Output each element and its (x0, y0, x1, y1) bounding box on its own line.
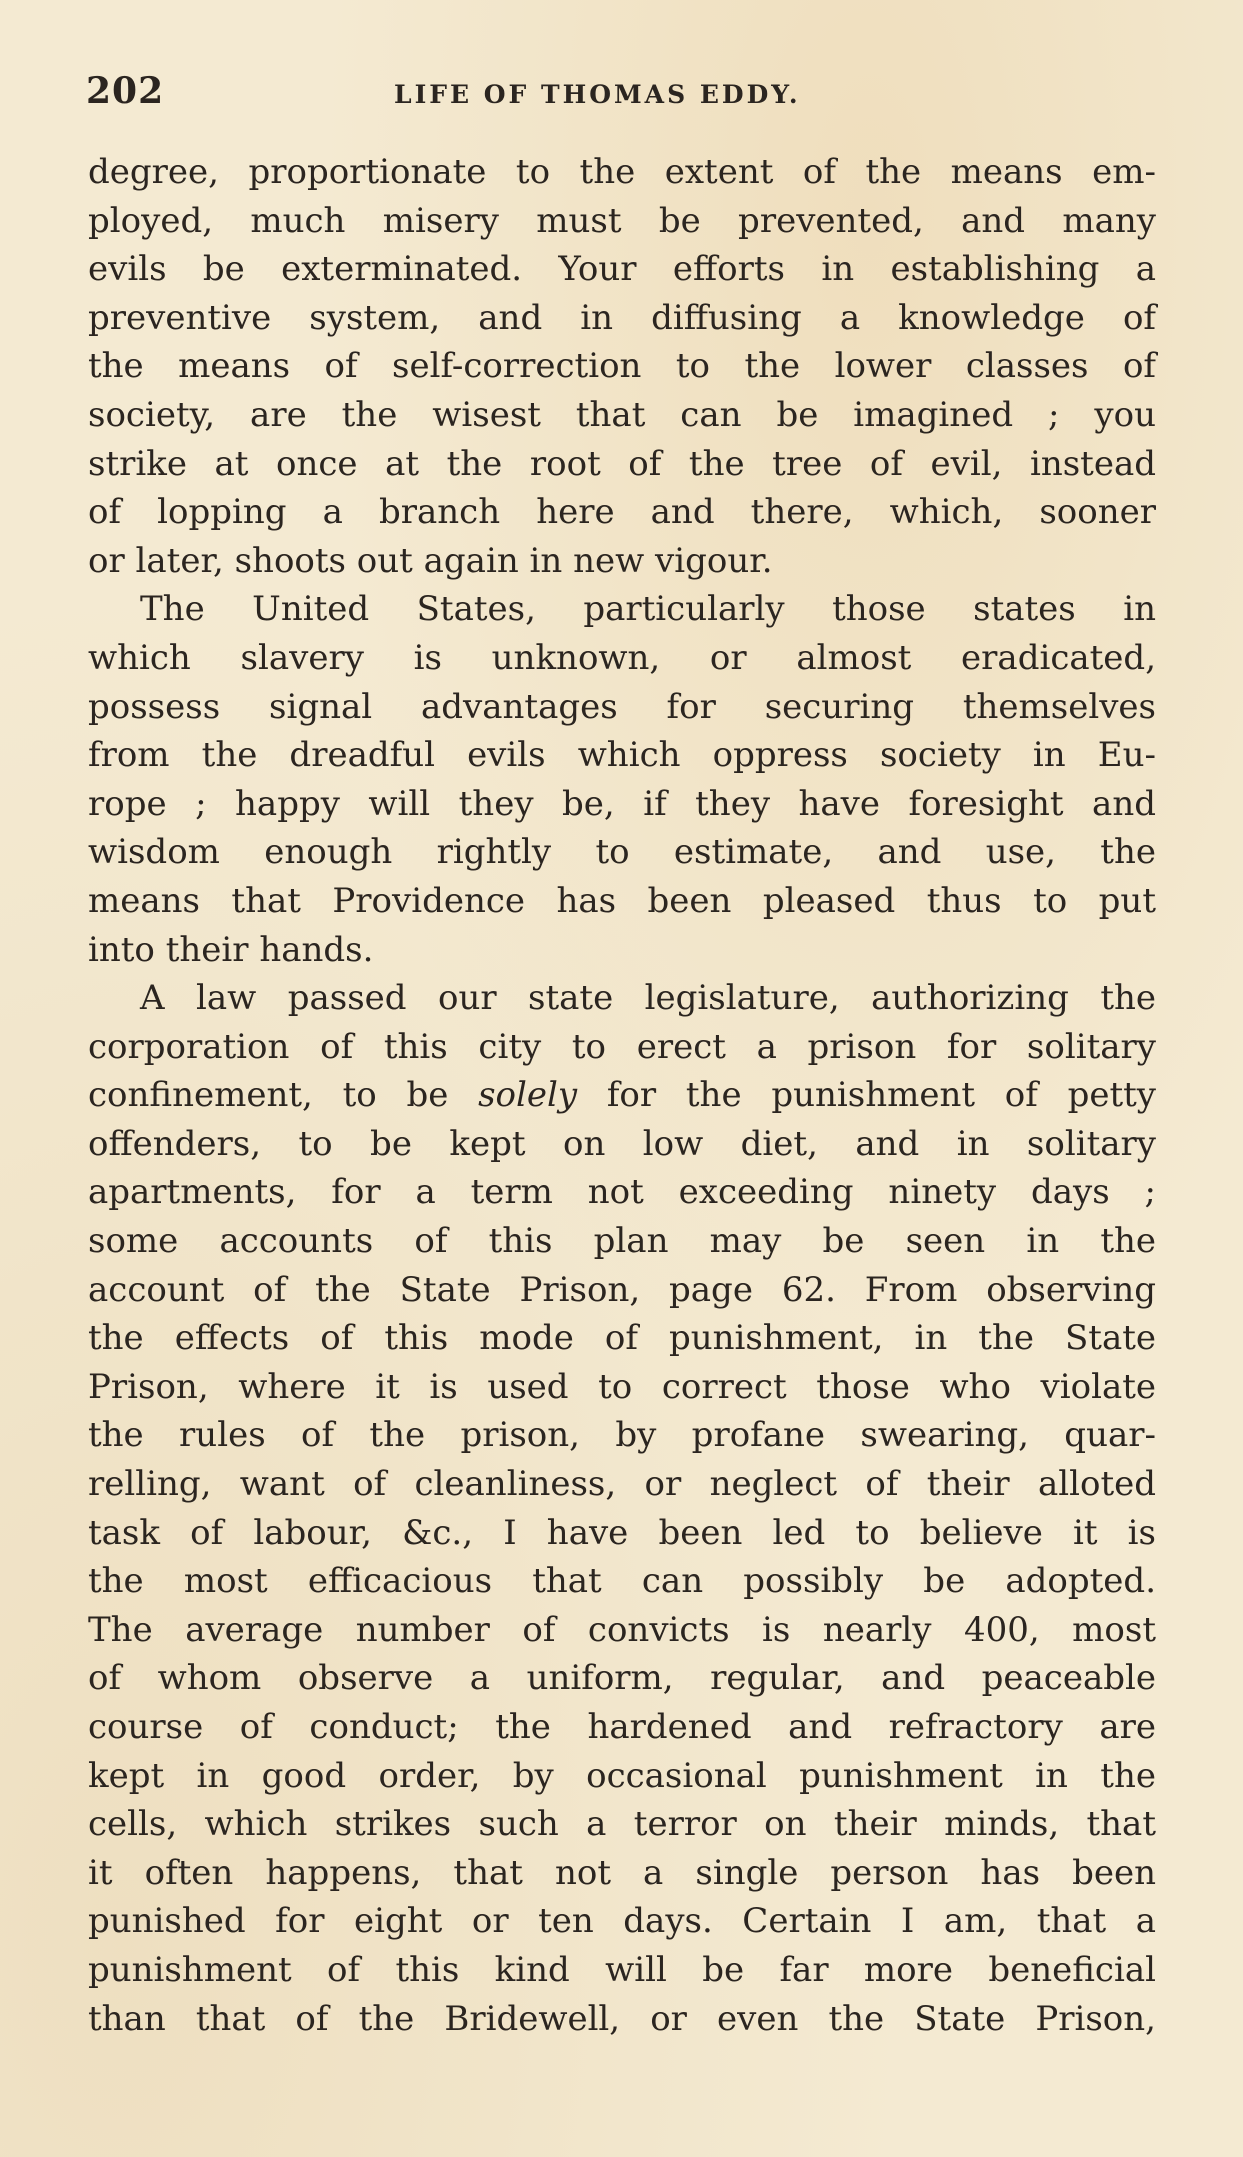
text-line: Prison, where it is used to correct those who violate (88, 1366, 1156, 1407)
text-line: punished for eight or ten days. Certain I am, that a (88, 1901, 1156, 1942)
text-line: the rules of the prison, by profane swearing, quar- (88, 1415, 1156, 1456)
text-line: degree, proportionate to the extent of the means em- (88, 152, 1156, 192)
running-title: LIFE OF THOMAS EDDY. (394, 80, 801, 109)
text-line: strike at once at the root of the tree of evil, instead (88, 443, 1156, 484)
text-line: of lopping a branch here and there, which, sooner (88, 492, 1156, 533)
text-line: course of conduct; the hardened and refractory are (88, 1707, 1156, 1747)
text-line: offenders, to be kept on low diet, and in solitary (88, 1123, 1156, 1164)
text-line: evils be exterminated. Your efforts in establishing a (88, 249, 1156, 290)
text-line: possess signal advantages for securing themselves (88, 686, 1156, 727)
text-line: the effects of this mode of punishment, in the State (88, 1318, 1156, 1359)
page-number: 202 (86, 70, 165, 112)
text-line: account of the State Prison, page 62. From observing (88, 1269, 1156, 1310)
text-line: or later, shoots out again in new vigour. (88, 540, 773, 581)
text-line: punishment of this kind will be far more beneficial (88, 1949, 1156, 1990)
text-line: which slavery is unknown, or almost eradicated, (88, 637, 1156, 678)
paragraph-first-line: The United States, particularly those states in (140, 589, 1156, 630)
text-line: into their hands. (88, 929, 374, 970)
text-line: wisdom enough rightly to estimate, and use, the (88, 832, 1156, 873)
text-line: of whom observe a uniform, regular, and peaceable (88, 1658, 1156, 1699)
text-line: apartments, for a term not exceeding ninety days ; (88, 1172, 1156, 1213)
text-line: from the dreadful evils which oppress society in Eu- (88, 735, 1156, 776)
text-line: ployed, much misery must be prevented, and many (88, 200, 1156, 241)
page-header (86, 70, 1156, 130)
text-line: rope ; happy will they be, if they have foresight and (88, 783, 1156, 824)
emphasized-word: solely (478, 1075, 578, 1116)
body-text (88, 148, 1156, 2043)
text-line: the most efficacious that can possibly be adopted. (88, 1561, 1156, 1602)
text-line: cells, which strikes such a terror on their minds, that (88, 1804, 1156, 1845)
text-line: preventive system, and in diffusing a knowledge of (88, 297, 1156, 338)
text-line: corporation of this city to erect a prison for solitary (88, 1026, 1156, 1067)
text-line: some accounts of this plan may be seen in the (88, 1221, 1156, 1262)
text-line: means that Providence has been pleased thus to put (88, 880, 1156, 921)
text-line: task of labour, &c., I have been led to believe it is (88, 1512, 1156, 1553)
text-line: kept in good order, by occasional punishment in the (88, 1755, 1156, 1796)
text-line: relling, want of cleanliness, or neglect of their alloted (88, 1464, 1156, 1505)
paragraph-first-line: A law passed our state legislature, authorizing the (140, 978, 1156, 1019)
text-line: than that of the Bridewell, or even the State Prison, (88, 1998, 1156, 2039)
text-line: The average number of convicts is nearly 400, most (88, 1609, 1156, 1650)
text-segment: confinement, to be (88, 1075, 449, 1116)
text-segment: for the punishment of petty (606, 1075, 1156, 1116)
text-line: the means of self-correction to the lower classes of (88, 346, 1156, 387)
text-line: it often happens, that not a single person has been (88, 1852, 1156, 1893)
text-line: society, are the wisest that can be imagined ; you (88, 394, 1156, 435)
text-line-with-emphasis (88, 1071, 1156, 1120)
